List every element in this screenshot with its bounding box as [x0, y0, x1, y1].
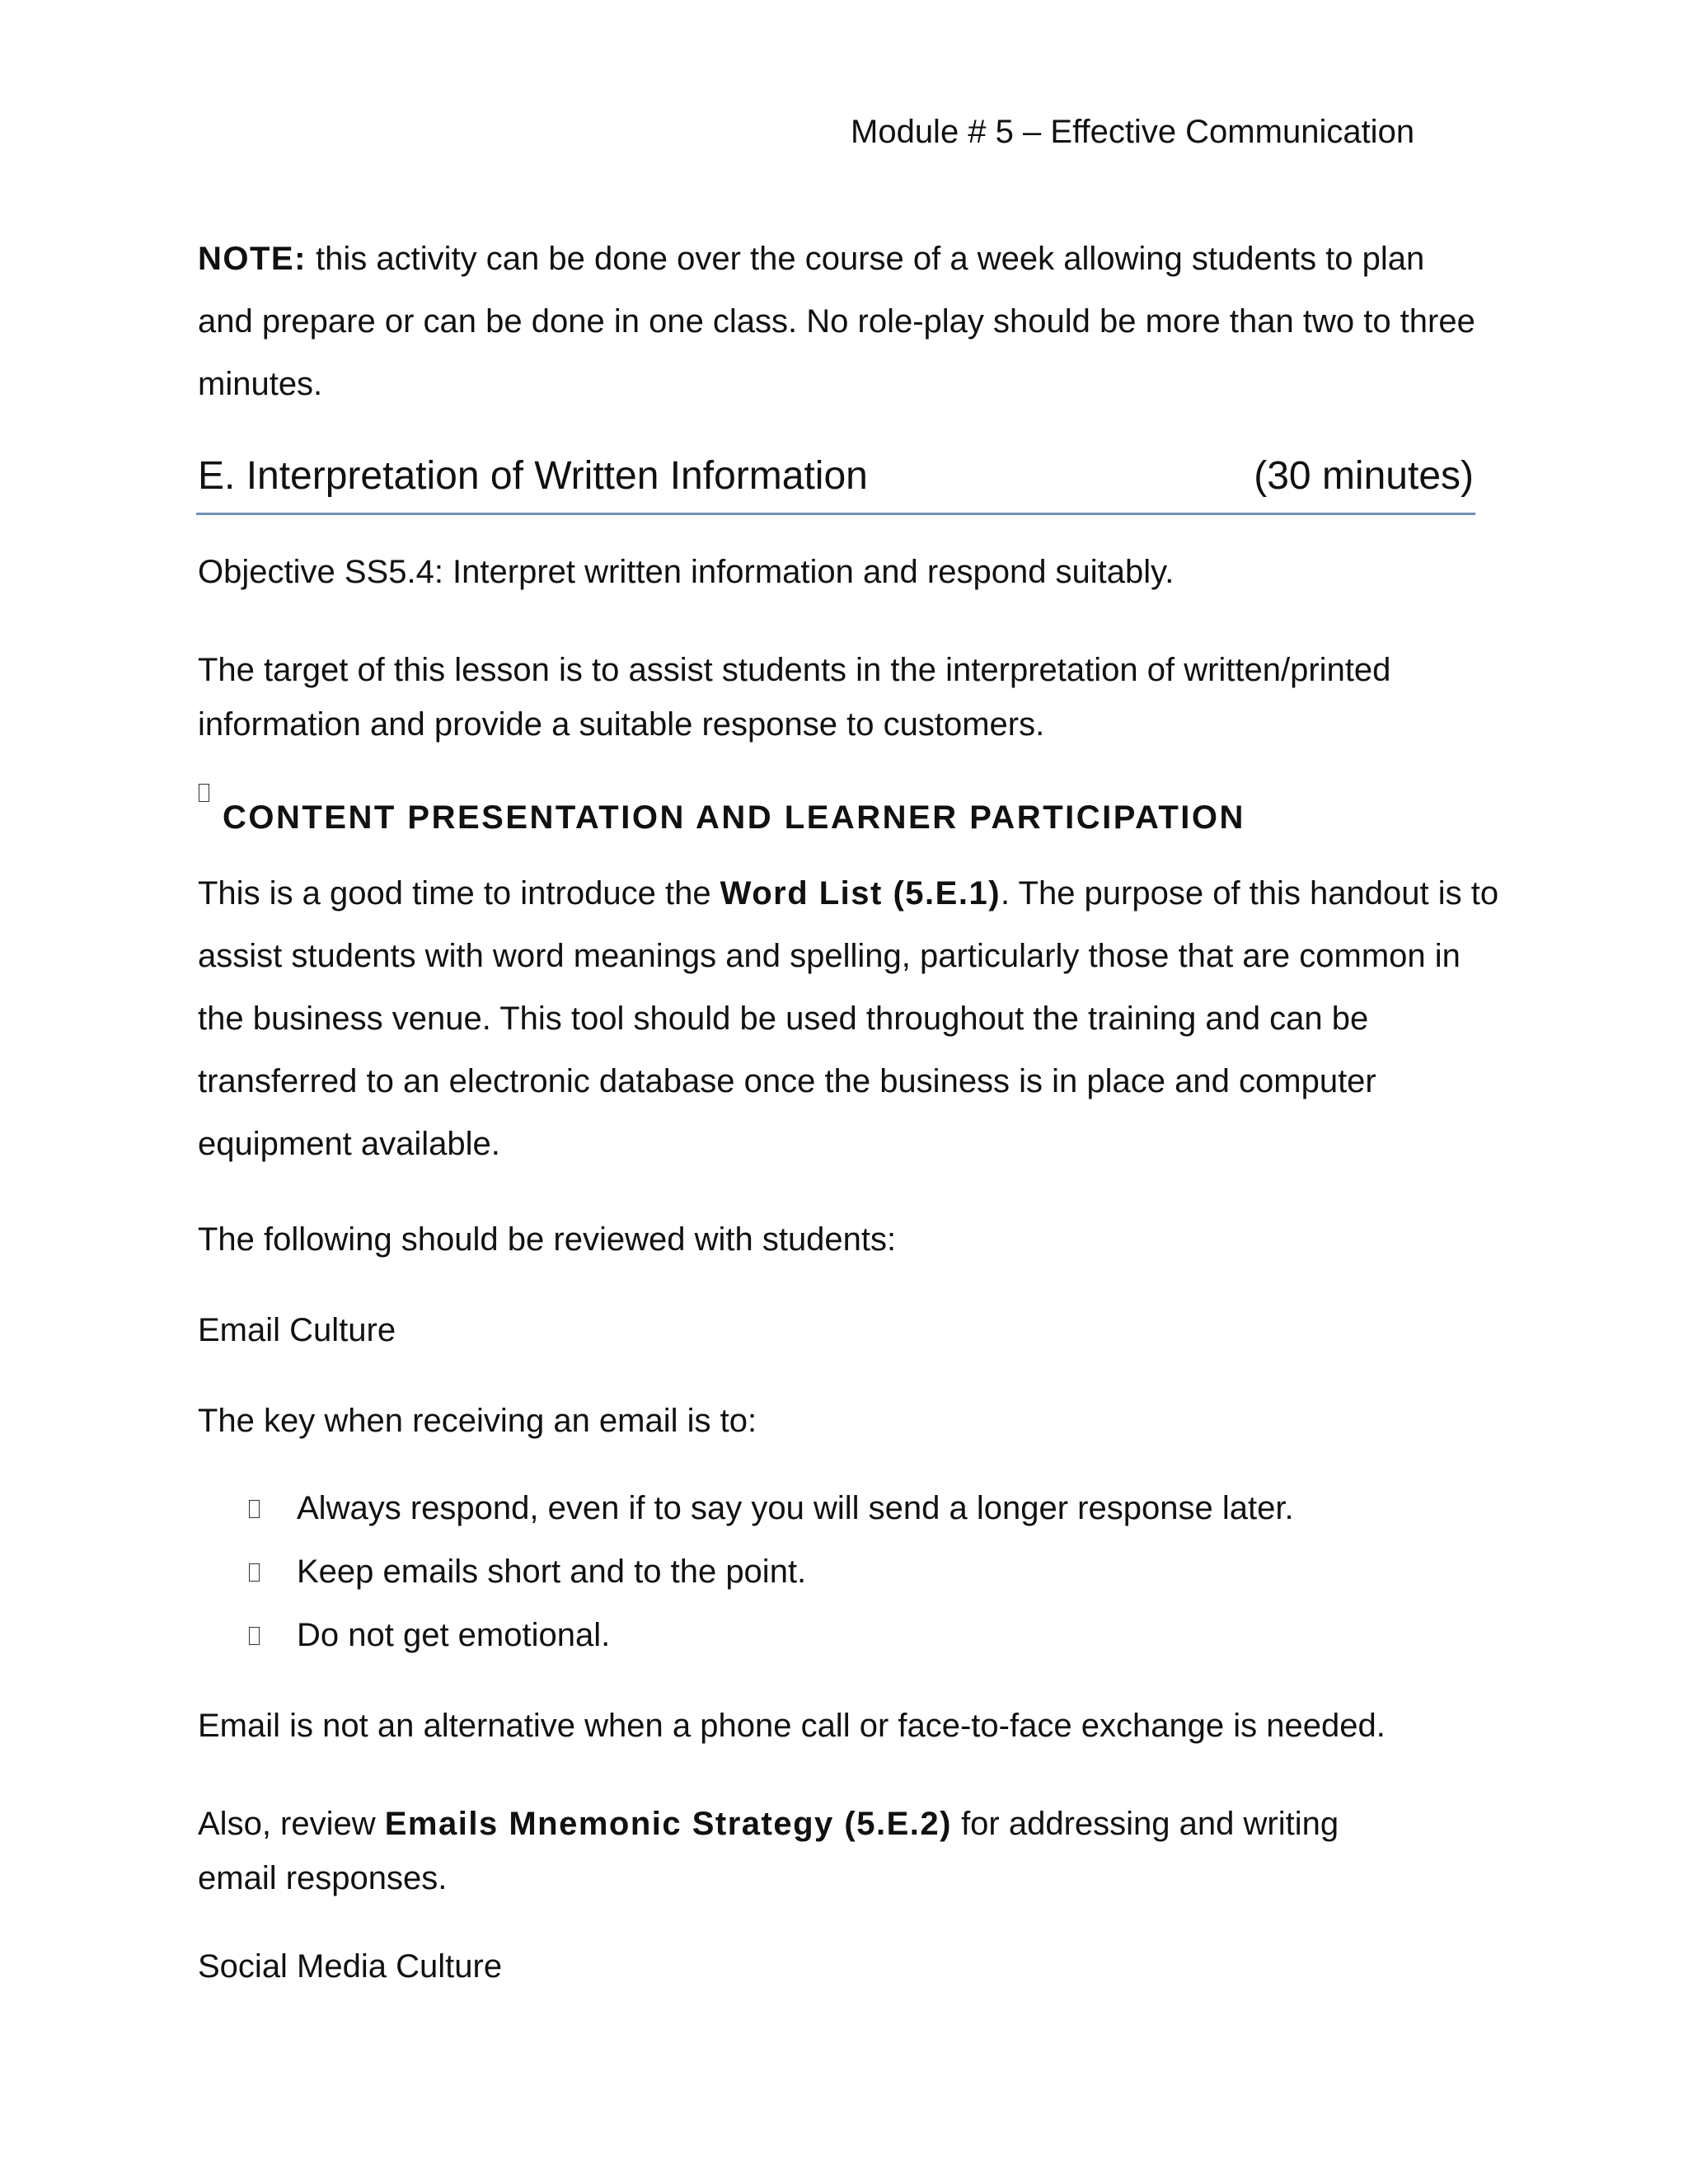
placeholder-glyph-icon: [199, 784, 209, 802]
social-media-heading: Social Media Culture: [198, 1948, 503, 1985]
content-heading: CONTENT PRESENTATION AND LEARNER PARTICIPATION: [223, 799, 1245, 836]
bullet-icon: [249, 1627, 260, 1645]
section-duration: (30 minutes): [1254, 454, 1474, 498]
email-culture-heading: Email Culture: [198, 1312, 396, 1348]
key-intro: The key when receiving an email is to:: [198, 1403, 757, 1439]
mnemonic-text-start: Also, review: [198, 1806, 385, 1842]
note-paragraph: [198, 227, 1484, 415]
mnemonic-text-end: for addressing and writing email responses.: [198, 1806, 1339, 1896]
note-label: NOTE:: [198, 241, 307, 277]
mnemonic-paragraph: [198, 1797, 1401, 1905]
section-title: E. Interpretation of Written Information: [198, 454, 868, 498]
intro-text-start: This is a good time to introduce the: [198, 875, 720, 912]
email-alternative-text: Email is not an alternative when a phone call or face-to-face exchange is needed.: [198, 1708, 1386, 1744]
section-heading: [198, 453, 1474, 499]
word-list-ref: Word List (5.E.1): [720, 875, 1001, 912]
intro-text-end: . The purpose of this handout is to assist students with word meanings and spelling, particularly those that are common in the business venue. This tool should be used throughout the training and can be transferred to an electronic database once the business is in place and computer equipment available.: [198, 875, 1499, 1162]
bullet-icon: [249, 1563, 260, 1582]
page-header: Module # 5 – Effective Communication: [851, 114, 1415, 150]
section-rule: [196, 513, 1475, 515]
objective-text: Objective SS5.4: Interpret written information and respond suitably.: [198, 554, 1175, 590]
list-item: Always respond, even if to say you will send a longer response later.: [198, 1477, 1484, 1540]
mnemonic-ref: Emails Mnemonic Strategy (5.E.2): [384, 1806, 952, 1842]
note-text: this activity can be done over the course of a week allowing students to plan and prepare or can be done in one class. No role-play should be more than two to three minutes.: [198, 241, 1475, 402]
bullet-icon: [249, 1500, 260, 1518]
list-item: Do not get emotional.: [198, 1604, 1484, 1667]
email-tips-list: [198, 1477, 1484, 1667]
intro-paragraph: [198, 862, 1500, 1175]
target-paragraph: The target of this lesson is to assist students in the interpretation of written/printed information and provide a suitable response to customers.: [198, 652, 1391, 743]
list-item: Keep emails short and to the point.: [198, 1540, 1484, 1604]
review-intro: The following should be reviewed with students:: [198, 1221, 897, 1258]
